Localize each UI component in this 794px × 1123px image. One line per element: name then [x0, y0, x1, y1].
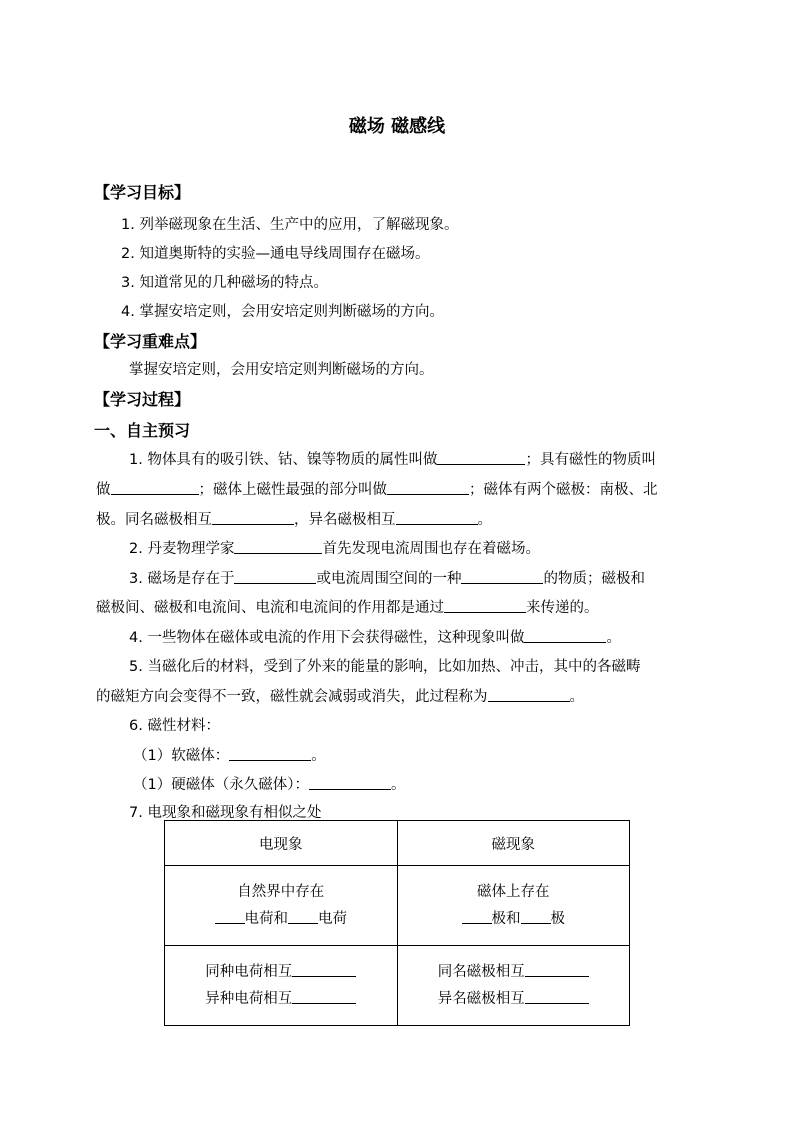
- answer-blank[interactable]: [525, 989, 589, 1004]
- answer-blank[interactable]: [229, 746, 311, 761]
- table-cell: 同名磁极相互 异名磁极相互: [397, 946, 630, 1026]
- question-6: 6. 磁性材料：: [129, 718, 220, 734]
- question-5-line1: 5. 当磁化后的材料，受到了外来的能量的影响，比如加热、冲击，其中的各磁畴: [129, 659, 641, 675]
- answer-blank[interactable]: [521, 909, 551, 924]
- objective-item: 1. 列举磁现象在生活、生产中的应用，了解磁现象。: [121, 217, 459, 233]
- question-3-line2: 磁极间、磁极和电流间、电流和电流间的作用都是通过 来传递的。: [96, 600, 599, 616]
- answer-blank[interactable]: [524, 628, 606, 643]
- objective-item: 2. 知道奥斯特的实验—通电导线周围存在磁场。: [121, 246, 430, 262]
- objective-item: 3. 知道常见的几种磁场的特点。: [121, 275, 328, 291]
- answer-blank[interactable]: [309, 775, 391, 790]
- answer-blank[interactable]: [387, 480, 469, 495]
- table-cell: 磁体上存在 极和 极: [397, 866, 630, 946]
- answer-blank[interactable]: [444, 598, 526, 613]
- section-heading: 一、自主预习: [94, 421, 191, 440]
- table-row: [165, 821, 630, 866]
- answer-blank[interactable]: [234, 539, 322, 554]
- comparison-table: [164, 820, 630, 1026]
- table-header: 磁现象: [397, 821, 630, 866]
- answer-blank[interactable]: [215, 909, 245, 924]
- answer-blank[interactable]: [525, 962, 589, 977]
- table-header: 电现象: [165, 821, 398, 866]
- question-5-line2: 的磁矩方向会变得不一致，磁性就会减弱或消失，此过程称为 。: [96, 689, 584, 705]
- answer-blank[interactable]: [212, 510, 294, 525]
- answer-blank[interactable]: [111, 480, 199, 495]
- objectives-heading: 【学习目标】: [94, 183, 191, 202]
- answer-blank[interactable]: [292, 989, 356, 1004]
- table-row: [165, 946, 630, 1026]
- question-1-line2: 做 ；磁体上磁性最强的部分叫做 ；磁体有两个磁极：南极、北: [96, 482, 658, 498]
- answer-blank[interactable]: [462, 909, 492, 924]
- question-6-hard: （1）硬磁体（永久磁体）： 。: [133, 777, 406, 793]
- process-heading: 【学习过程】: [94, 390, 191, 409]
- question-4: 4. 一些物体在磁体或电流的作用下会获得磁性，这种现象叫做 。: [129, 630, 621, 646]
- question-7: 7. 电现象和磁现象有相似之处: [129, 805, 322, 821]
- objective-item: 4. 掌握安培定则，会用安培定则判断磁场的方向。: [121, 304, 444, 320]
- answer-blank[interactable]: [234, 569, 316, 584]
- answer-blank[interactable]: [461, 569, 543, 584]
- question-6-soft: （1）软磁体： 。: [133, 748, 326, 764]
- question-3-line1: 3. 磁场是存在于 或电流周围空间的一种 的物质；磁极和: [129, 571, 645, 587]
- answer-blank[interactable]: [396, 510, 478, 525]
- question-1-line1: 1. 物体具有的吸引铁、钴、镍等物质的属性叫做 ；具有磁性的物质叫: [129, 452, 656, 468]
- page-title: 磁场 磁感线: [348, 116, 446, 137]
- table-row: [165, 866, 630, 946]
- keypoints-text: 掌握安培定则，会用安培定则判断磁场的方向。: [129, 362, 434, 378]
- table-cell: 同种电荷相互 异种电荷相互: [165, 946, 398, 1026]
- answer-blank[interactable]: [437, 450, 525, 465]
- answer-blank[interactable]: [488, 687, 570, 702]
- keypoints-heading: 【学习重难点】: [94, 332, 207, 351]
- answer-blank[interactable]: [292, 962, 356, 977]
- table-cell: 自然界中存在 电荷和 电荷: [165, 866, 398, 946]
- answer-blank[interactable]: [288, 909, 318, 924]
- question-1-line3: 极。同名磁极相互 ，异名磁极相互 。: [96, 512, 492, 528]
- question-2: 2. 丹麦物理学家 首先发现电流周围也存在着磁场。: [129, 541, 540, 557]
